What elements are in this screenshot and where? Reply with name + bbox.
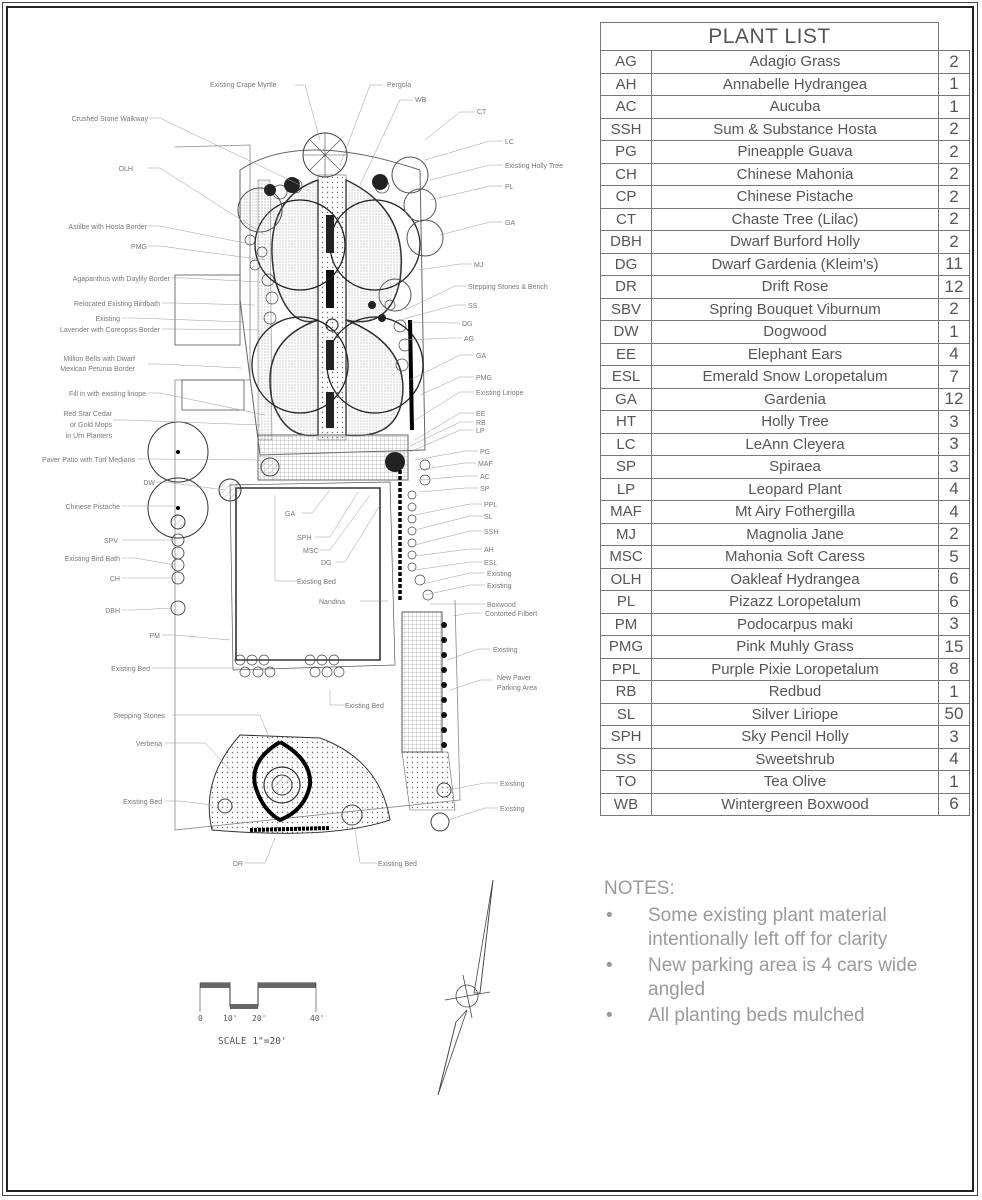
plant-row <box>601 793 970 816</box>
bullet-icon: • <box>606 905 613 926</box>
note-text: All planting beds mulched <box>648 1005 865 1026</box>
plan-label: or Gold Mops <box>69 422 112 429</box>
plan-label: LP <box>476 428 485 435</box>
plant-name: Magnolia Jane <box>652 523 939 546</box>
plant-row <box>601 186 970 209</box>
parking-area <box>402 612 442 752</box>
plant-qty: 2 <box>939 141 970 164</box>
notes-list <box>604 904 964 1028</box>
plant-code: SSH <box>601 118 652 141</box>
plan-label: SL <box>484 514 493 521</box>
plant-name: Oakleaf Hydrangea <box>652 568 939 591</box>
plan-label: Mexican Petunia Border <box>60 366 135 373</box>
plan-label: Lavender with Coreopsis Border <box>60 327 160 334</box>
plan-label: Existing Bed <box>378 861 417 868</box>
plan-label: GA <box>476 353 487 360</box>
plant-code: AH <box>601 73 652 96</box>
plant-name: Aucuba <box>652 96 939 119</box>
plant-name: Mahonia Soft Caress <box>652 546 939 569</box>
plant-qty: 2 <box>939 51 970 74</box>
plan-label: Stepping Stones <box>113 713 165 720</box>
plant-name: Pink Muhly Grass <box>652 636 939 659</box>
plan-label: Chinese Pistache <box>65 504 120 511</box>
plant-code: MSC <box>601 546 652 569</box>
plant-name: Wintergreen Boxwood <box>652 793 939 816</box>
notes-title: NOTES: <box>604 878 675 899</box>
plan-label: PL <box>505 184 514 191</box>
plant-code: AG <box>601 51 652 74</box>
plant-row <box>601 51 970 74</box>
plant-row <box>601 433 970 456</box>
parking-bed <box>402 752 455 810</box>
plant-row <box>601 343 970 366</box>
plant-row <box>601 591 970 614</box>
plan-label: Boxwood <box>487 602 516 609</box>
plant-qty: 4 <box>939 501 970 524</box>
plan-label: New Paver <box>497 675 532 682</box>
plan-label: Existing Holly Tree <box>505 163 563 170</box>
left-column-plants <box>171 534 185 615</box>
bullet-icon: • <box>606 1005 613 1026</box>
parking-plants <box>441 622 447 748</box>
notes-section <box>604 878 964 1030</box>
plant-row <box>601 748 970 771</box>
plan-label: CT <box>477 109 487 116</box>
plan-label: DG <box>462 321 473 328</box>
plan-label: SS <box>468 303 478 310</box>
plan-label: PG <box>480 449 491 456</box>
plant-name: Dogwood <box>652 321 939 344</box>
plant-code: DG <box>601 253 652 276</box>
plan-label: Existing <box>500 781 525 788</box>
plant-code: WB <box>601 793 652 816</box>
plan-label: SPV <box>103 538 118 545</box>
plant-qty: 3 <box>939 726 970 749</box>
plant-qty: 6 <box>939 793 970 816</box>
plan-label: Stepping Stones & Bench <box>468 284 548 291</box>
plant-qty: 2 <box>939 523 970 546</box>
plant-code: PG <box>601 141 652 164</box>
plan-label: PMG <box>476 375 492 382</box>
plant-name: Chaste Tree (Lilac) <box>652 208 939 231</box>
plant-row <box>601 321 970 344</box>
plant-row <box>601 613 970 636</box>
plant-code: LP <box>601 478 652 501</box>
plan-label: Existing <box>493 647 518 654</box>
plant-qty: 2 <box>939 186 970 209</box>
plant-code: PPL <box>601 658 652 681</box>
plan-label: SSH <box>484 529 499 536</box>
lawn-panel-right-lower <box>346 320 403 436</box>
scale-bar <box>198 983 324 1047</box>
plan-label: Existing <box>500 806 525 813</box>
plant-name: Drift Rose <box>652 276 939 299</box>
plant-code: MAF <box>601 501 652 524</box>
bullet-icon: • <box>606 955 613 976</box>
plant-name: Dwarf Gardenia (Kleim's) <box>652 253 939 276</box>
plant-row <box>601 523 970 546</box>
plant-qty: 6 <box>939 591 970 614</box>
note-item <box>604 1004 964 1028</box>
plant-name: Leopard Plant <box>652 478 939 501</box>
paver-patio <box>258 435 408 480</box>
plant-name: Sky Pencil Holly <box>652 726 939 749</box>
plan-label: EE <box>476 411 486 418</box>
plant-qty: 12 <box>939 276 970 299</box>
note-text: New parking area is 4 cars wide angled <box>648 955 918 1000</box>
plant-code: GA <box>601 388 652 411</box>
plant-list-table <box>600 22 970 816</box>
plan-label: WB <box>415 97 427 104</box>
plant-row <box>601 388 970 411</box>
plan-label: in Urn Planters <box>65 433 112 440</box>
plant-row <box>601 456 970 479</box>
plant-row <box>601 208 970 231</box>
plant-code: SBV <box>601 298 652 321</box>
plant-name: Annabelle Hydrangea <box>652 73 939 96</box>
plan-label: Existing Bed <box>297 579 336 586</box>
plant-name: Mt Airy Fothergilla <box>652 501 939 524</box>
plan-label: SP <box>480 486 490 493</box>
plant-code: ESL <box>601 366 652 389</box>
shed-1 <box>175 275 240 345</box>
plan-label: Red Star Cedar <box>63 411 112 418</box>
shed-2 <box>182 380 244 410</box>
plant-code: LC <box>601 433 652 456</box>
house-east-plants <box>408 460 433 600</box>
plan-label: Relocated Existing Birdbath <box>74 301 160 308</box>
lawn-panel-right <box>346 180 401 322</box>
bench-4 <box>326 392 334 428</box>
plant-row <box>601 568 970 591</box>
note-item <box>604 954 964 1002</box>
plant-list-title: PLANT LIST <box>601 23 939 51</box>
plan-label: SPH <box>297 535 312 542</box>
plant-code: SL <box>601 703 652 726</box>
plan-label: AG <box>464 336 475 343</box>
plan-label: Contorted Filbert <box>485 611 538 618</box>
plan-label: Existing Bed <box>111 666 150 673</box>
plant-qty: 50 <box>939 703 970 726</box>
scale-tick-10: 10' <box>223 1014 238 1023</box>
plant-name: Spiraea <box>652 456 939 479</box>
plan-label: RB <box>476 420 486 427</box>
plant-qty: 5 <box>939 546 970 569</box>
plant-code: AC <box>601 96 652 119</box>
plant-row <box>601 73 970 96</box>
plant-row <box>601 703 970 726</box>
plant-qty: 4 <box>939 478 970 501</box>
plan-label: PM <box>149 633 160 640</box>
north-arrow-icon <box>438 880 493 1095</box>
plan-label: GA <box>285 511 296 518</box>
plant-name: Chinese Pistache <box>652 186 939 209</box>
plan-label: Existing Bed <box>123 799 162 806</box>
plant-name: Holly Tree <box>652 411 939 434</box>
plant-code: EE <box>601 343 652 366</box>
lawn-panel-left-lower <box>270 320 318 436</box>
plant-name: Sum & Substance Hosta <box>652 118 939 141</box>
plan-label: Crushed Stone Walkway <box>71 116 148 123</box>
plant-code: SP <box>601 456 652 479</box>
scale-tick-40: 40' <box>310 1014 325 1023</box>
plan-label: LC <box>505 139 514 146</box>
plant-code: OLH <box>601 568 652 591</box>
plant-row <box>601 726 970 749</box>
plant-name: Gardenia <box>652 388 939 411</box>
plan-label: Existing Liriope <box>476 390 524 397</box>
plant-code: PMG <box>601 636 652 659</box>
plant-row <box>601 546 970 569</box>
scale-label: SCALE 1"=20' <box>218 1036 287 1047</box>
plant-qty: 15 <box>939 636 970 659</box>
plant-code: SS <box>601 748 652 771</box>
plan-label: MJ <box>474 262 484 269</box>
plant-list-title-spacer <box>939 23 970 51</box>
plan-label: DR <box>232 861 243 868</box>
plan-label: Million Bells with Dwarf <box>63 356 135 363</box>
plant-name: Emerald Snow Loropetalum <box>652 366 939 389</box>
plant-row <box>601 366 970 389</box>
plant-qty: 3 <box>939 456 970 479</box>
plan-label: MSC <box>303 548 319 555</box>
plan-label: AC <box>480 474 490 481</box>
plant-qty: 11 <box>939 253 970 276</box>
house-footprint <box>236 488 380 660</box>
plant-qty: 8 <box>939 658 970 681</box>
plant-row <box>601 771 970 794</box>
plan-label: Existing Bird Bath <box>64 556 120 563</box>
plant-code: MJ <box>601 523 652 546</box>
chinese-pistache <box>171 515 185 529</box>
plant-qty: 6 <box>939 568 970 591</box>
plan-label: PPL <box>484 502 498 509</box>
plant-name: Adagio Grass <box>652 51 939 74</box>
plan-label: Pergola <box>387 82 412 89</box>
plant-name: Purple Pixie Loropetalum <box>652 658 939 681</box>
plan-label: ESL <box>484 560 498 567</box>
plan-label: Verbena <box>135 741 162 748</box>
plan-label: Parking Area <box>497 685 538 692</box>
plant-code: HT <box>601 411 652 434</box>
plant-code: CP <box>601 186 652 209</box>
plant-code: TO <box>601 771 652 794</box>
plant-qty: 1 <box>939 73 970 96</box>
plan-label: Existing Bed <box>345 703 384 710</box>
plan-label: Paver Patio with Turf Medians <box>42 457 135 464</box>
plant-code: CH <box>601 163 652 186</box>
plant-name: Chinese Mahonia <box>652 163 939 186</box>
plan-label: Nandina <box>319 599 346 606</box>
plant-name: Pineapple Guava <box>652 141 939 164</box>
plant-row <box>601 231 970 254</box>
plant-row <box>601 681 970 704</box>
plan-label: DW <box>143 480 155 487</box>
plant-row <box>601 141 970 164</box>
plan-label: PMG <box>131 244 147 251</box>
plan-label: Fill in with existing liriope <box>68 391 146 398</box>
plant-code: DBH <box>601 231 652 254</box>
plant-qty: 1 <box>939 321 970 344</box>
liriope-strip <box>410 320 412 430</box>
plan-label: Existing <box>487 583 512 590</box>
plan-label: AH <box>484 547 494 554</box>
plant-qty: 2 <box>939 118 970 141</box>
plant-name: Silver Liriope <box>652 703 939 726</box>
plant-code: DW <box>601 321 652 344</box>
plant-name: Podocarpus maki <box>652 613 939 636</box>
plant-code: PM <box>601 613 652 636</box>
plant-qty: 2 <box>939 231 970 254</box>
plant-row <box>601 96 970 119</box>
plant-qty: 7 <box>939 366 970 389</box>
plant-row <box>601 501 970 524</box>
plan-label: Existing <box>487 571 512 578</box>
plant-qty: 2 <box>939 208 970 231</box>
plant-qty: 2 <box>939 163 970 186</box>
plant-name: Dwarf Burford Holly <box>652 231 939 254</box>
plant-code: CT <box>601 208 652 231</box>
scale-tick-20: 20' <box>252 1014 267 1023</box>
plant-qty: 3 <box>939 613 970 636</box>
plan-label: DBH <box>105 608 120 615</box>
plant-row <box>601 163 970 186</box>
plant-row <box>601 658 970 681</box>
plant-code: PL <box>601 591 652 614</box>
plant-row <box>601 276 970 299</box>
plan-label: CH <box>109 576 120 583</box>
plant-name: LeAnn Cleyera <box>652 433 939 456</box>
plant-qty: 1 <box>939 681 970 704</box>
plant-name: Tea Olive <box>652 771 939 794</box>
plan-label: Existing Crape Myrtle <box>210 82 277 89</box>
plan-label: OLH <box>118 166 133 173</box>
plant-code: RB <box>601 681 652 704</box>
plant-code: DR <box>601 276 652 299</box>
plant-code: SPH <box>601 726 652 749</box>
plan-label: Agapanthus with Daylily Border <box>72 276 170 283</box>
house-bottom-plants <box>235 655 344 677</box>
plant-qty: 1 <box>939 771 970 794</box>
plan-label: DG <box>321 560 332 567</box>
plant-qty: 3 <box>939 411 970 434</box>
plant-qty: 4 <box>939 343 970 366</box>
plant-row <box>601 118 970 141</box>
note-item <box>604 904 964 952</box>
plant-name: Pizazz Loropetalum <box>652 591 939 614</box>
plant-row <box>601 636 970 659</box>
plant-qty: 4 <box>939 748 970 771</box>
plant-name: Elephant Ears <box>652 343 939 366</box>
plant-row <box>601 253 970 276</box>
plan-label: Existing <box>95 316 120 323</box>
plant-qty: 12 <box>939 388 970 411</box>
plant-qty: 1 <box>939 96 970 119</box>
plant-name: Redbud <box>652 681 939 704</box>
plant-qty: 3 <box>939 433 970 456</box>
note-text: Some existing plant material intentionally left off for clarity <box>648 905 888 950</box>
plan-label: Astilbe with Hosta Border <box>68 224 147 231</box>
plant-row <box>601 411 970 434</box>
scale-tick-0: 0 <box>198 1014 203 1023</box>
plant-row <box>601 298 970 321</box>
plant-qty: 2 <box>939 298 970 321</box>
plant-row <box>601 478 970 501</box>
plant-name: Spring Bouquet Viburnum <box>652 298 939 321</box>
plan-label: MAF <box>478 461 493 468</box>
plant-name: Sweetshrub <box>652 748 939 771</box>
plan-label: GA <box>505 220 516 227</box>
